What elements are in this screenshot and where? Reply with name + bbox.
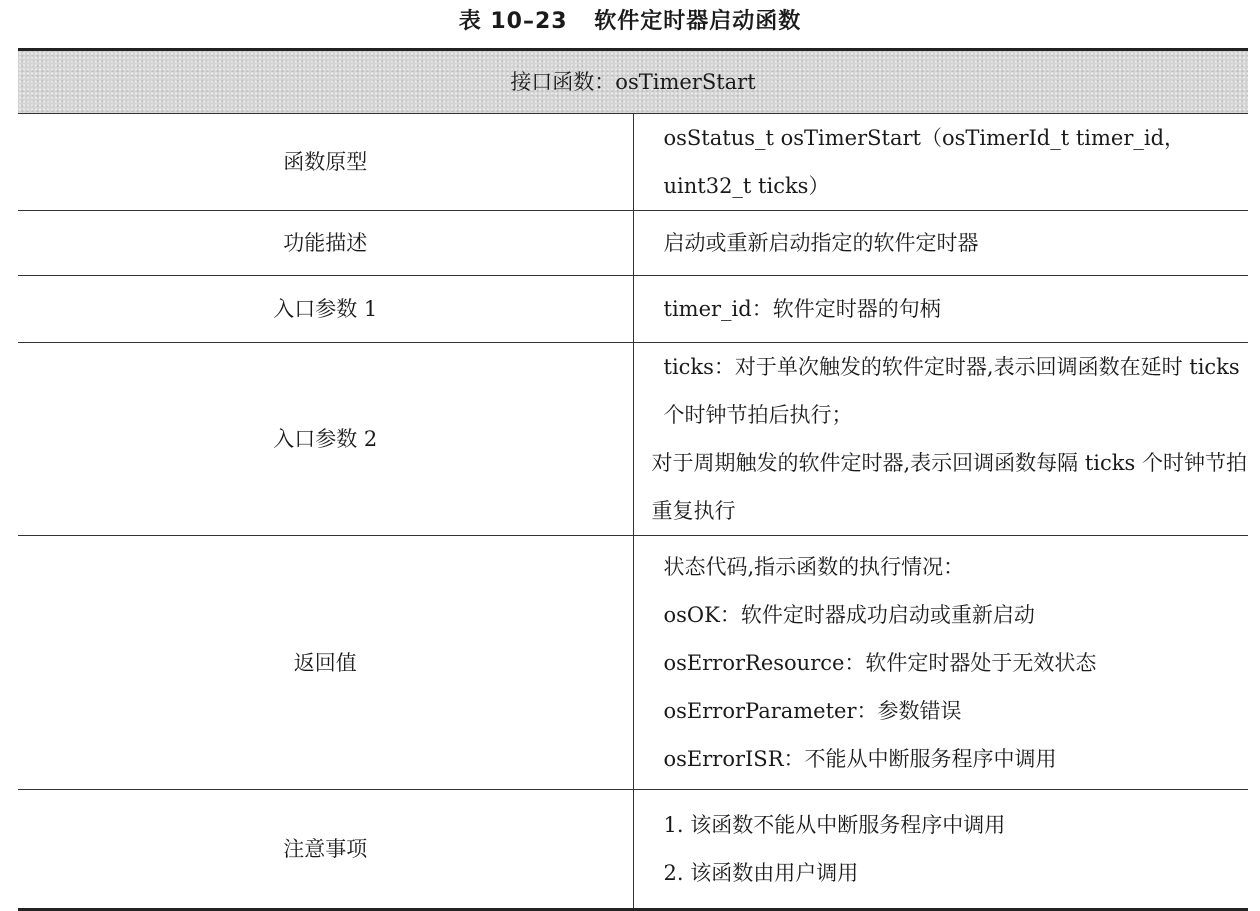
content-line: 1. 该函数不能从中断服务程序中调用 — [663, 813, 1006, 837]
row-label: 注意事项 — [18, 790, 633, 910]
content-line: osErrorParameter：参数错误 — [663, 698, 962, 723]
table-number: 表 10–23 — [458, 9, 568, 34]
row-label: 功能描述 — [18, 211, 633, 276]
row-content — [633, 114, 1248, 211]
table-row-param-1 — [18, 276, 1248, 343]
table-row-return-value — [18, 536, 1248, 790]
table-caption — [0, 4, 1260, 35]
content-line: 2. 该函数由用户调用 — [663, 861, 859, 885]
content-line: osStatus_t osTimerStart（osTimerId_t timer_id，uint32_t ticks） — [663, 126, 1186, 198]
table-row-notes — [18, 790, 1248, 910]
content-line: ticks：对于单次触发的软件定时器,表示回调函数在延时 ticks 个时钟节拍后执行； — [663, 355, 1240, 427]
table-row-prototype — [18, 114, 1248, 211]
row-content — [633, 790, 1248, 910]
content-line: 状态代码,指示函数的执行情况： — [663, 554, 965, 579]
table-row-param-2 — [18, 343, 1248, 536]
table-row-description — [18, 211, 1248, 276]
row-label: 入口参数 1 — [18, 276, 633, 343]
content-line: timer_id：软件定时器的句柄 — [663, 297, 941, 321]
row-label: 返回值 — [18, 536, 633, 790]
content-line: 对于周期触发的软件定时器,表示回调函数每隔 ticks 个时钟节拍重复执行 — [651, 451, 1247, 523]
content-line: osErrorResource：软件定时器处于无效状态 — [663, 650, 1097, 675]
row-content — [633, 536, 1248, 790]
row-content — [633, 211, 1248, 276]
content-line: osErrorISR：不能从中断服务程序中调用 — [663, 746, 1057, 771]
row-content — [633, 343, 1248, 536]
row-content — [633, 276, 1248, 343]
interface-function-header: 接口函数：osTimerStart — [18, 50, 1248, 114]
table-header-row — [18, 50, 1248, 114]
row-label: 入口参数 2 — [18, 343, 633, 536]
content-line: 启动或重新启动指定的软件定时器 — [663, 231, 979, 255]
content-line: osOK：软件定时器成功启动或重新启动 — [663, 602, 1035, 627]
table-title: 软件定时器启动函数 — [594, 9, 802, 34]
api-table — [18, 48, 1248, 911]
row-label: 函数原型 — [18, 114, 633, 211]
